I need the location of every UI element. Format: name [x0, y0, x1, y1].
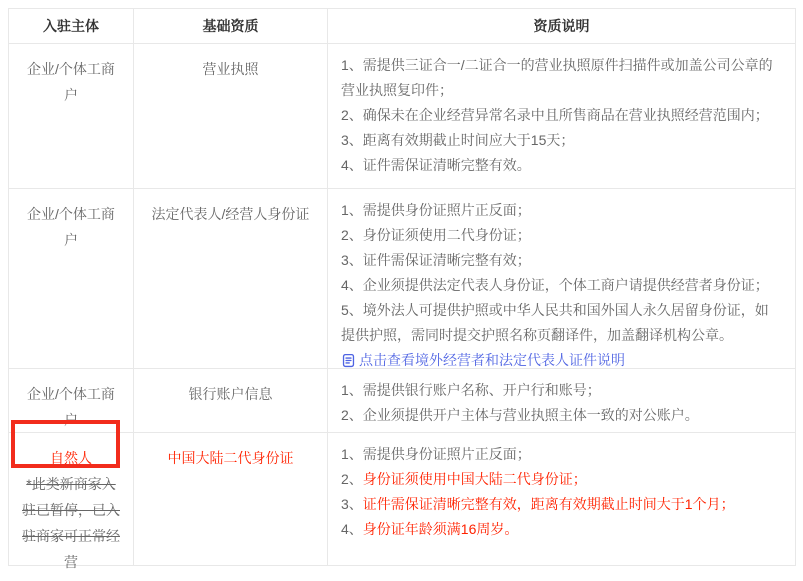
- header-entry-subject: 入驻主体: [9, 9, 134, 44]
- requirement-item: 4、身份证年龄须满16周岁。: [341, 521, 519, 537]
- document-icon: [341, 353, 356, 368]
- cell-qualification-legal-rep-id: 法定代表人/经营人身份证: [134, 189, 328, 369]
- header-basic-qualification: 基础资质: [134, 9, 328, 44]
- cell-subject-legal-rep-id: 企业/个体工商户: [9, 189, 134, 369]
- qualification-table: [8, 8, 796, 570]
- cell-subject-bank-account: 企业/个体工商户: [9, 369, 134, 433]
- requirement-item: 3、证件需保证清晰完整有效；: [341, 252, 531, 268]
- requirement-item: 2、确保未在企业经营异常名录中且所售商品在营业执照经营范围内；: [341, 107, 769, 123]
- requirement-item: 3、距离有效期截止时间应大于15天；: [341, 132, 575, 148]
- cell-subject-natural-person: [9, 433, 134, 570]
- cell-description-business-license: [328, 44, 796, 189]
- requirement-item: 2、身份证须使用中国大陆二代身份证；: [341, 471, 587, 487]
- requirement-item: 5、境外法人可提供护照或中华人民共和国外国人永久居留身份证，如提供护照，需同时提交护照名称页翻译件，加盖翻译机构公章。: [341, 302, 769, 343]
- natural-person-suspended-note: *此类新商家入驻已暂停，已入驻商家可正常经营: [22, 476, 120, 570]
- requirement-item: 2、企业须提供开户主体与营业执照主体一致的对公账户。: [341, 407, 699, 423]
- requirement-item: 1、需提供身份证照片正反面；: [341, 202, 531, 218]
- overseas-cert-link-label: 点击查看境外经营者和法定代表人证件说明: [359, 352, 625, 368]
- requirement-item: 2、身份证须使用二代身份证；: [341, 227, 531, 243]
- cell-description-natural-person: [328, 433, 796, 566]
- requirement-item: 1、需提供银行账户名称、开户行和账号；: [341, 382, 601, 398]
- cell-qualification-bank-account: 银行账户信息: [134, 369, 328, 433]
- requirement-item: 4、证件需保证清晰完整有效。: [341, 157, 531, 173]
- cell-subject-business-license: 企业/个体工商户: [9, 44, 134, 189]
- requirement-item: 3、证件需保证清晰完整有效，距离有效期截止时间大于1个月；: [341, 496, 735, 512]
- cell-qualification-natural-person: 中国大陆二代身份证: [134, 433, 328, 566]
- header-qualification-description: 资质说明: [328, 9, 796, 44]
- requirement-item: 1、需提供身份证照片正反面；: [341, 446, 531, 462]
- cell-description-legal-rep-id: [328, 189, 796, 369]
- requirement-item: 4、企业须提供法定代表人身份证，个体工商户请提供经营者身份证；: [341, 277, 769, 293]
- cell-description-bank-account: [328, 369, 796, 433]
- requirement-item: 1、需提供三证合一/二证合一的营业执照原件扫描件或加盖公司公章的营业执照复印件；: [341, 57, 773, 98]
- natural-person-label: 自然人: [50, 450, 92, 466]
- cell-qualification-business-license: 营业执照: [134, 44, 328, 189]
